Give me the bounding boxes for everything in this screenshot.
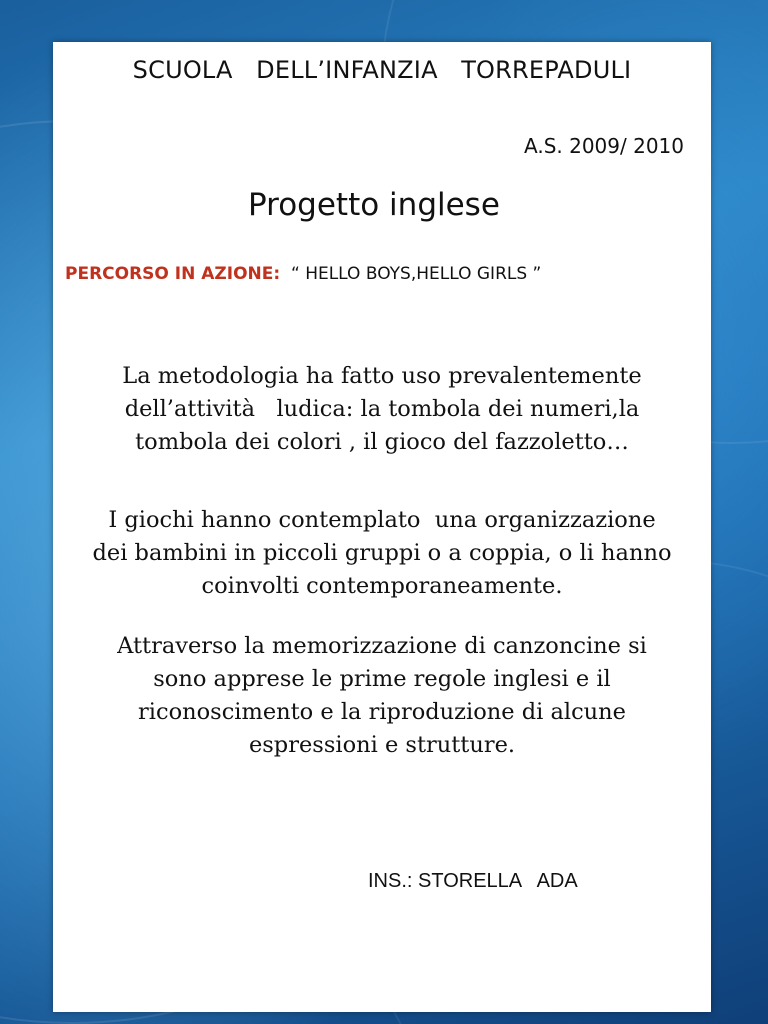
- paragraph-line: espressioni e strutture.: [248, 732, 516, 758]
- project-route: [65, 264, 541, 284]
- route-value: “ HELLO BOYS,HELLO GIRLS ”: [280, 264, 542, 284]
- teacher-signature: INS.: STORELLA ADA: [368, 870, 578, 892]
- school-name: SCUOLA DELL’INFANZIA TORREPADULI: [132, 56, 632, 84]
- paragraph-line: La metodologia ha fatto uso prevalentemente: [122, 363, 642, 389]
- paragraph-methodology: [63, 360, 701, 459]
- paragraph-organization: [63, 504, 701, 603]
- slide-page: [53, 42, 711, 1012]
- paragraph-line: tombola dei colori , il gioco del fazzoletto…: [135, 429, 629, 455]
- paragraph-line: coinvolti contemporaneamente.: [201, 573, 563, 599]
- paragraph-line: dei bambini in piccoli gruppi o a coppia, o li hanno: [92, 540, 672, 566]
- paragraph-line: dell’attività ludica: la tombola dei numeri,la: [124, 396, 640, 422]
- page-title: Progetto inglese: [248, 187, 500, 223]
- school-year: A.S. 2009/ 2010: [524, 134, 684, 158]
- paragraph-line: riconoscimento e la riproduzione di alcune: [138, 699, 626, 725]
- route-label: PERCORSO IN AZIONE:: [65, 264, 281, 284]
- paragraph-songs: [63, 630, 701, 762]
- paragraph-line: sono apprese le prime regole inglesi e il: [153, 666, 611, 692]
- paragraph-line: I giochi hanno contemplato una organizzazione: [108, 507, 656, 533]
- paragraph-line: Attraverso la memorizzazione di canzoncine si: [117, 633, 647, 659]
